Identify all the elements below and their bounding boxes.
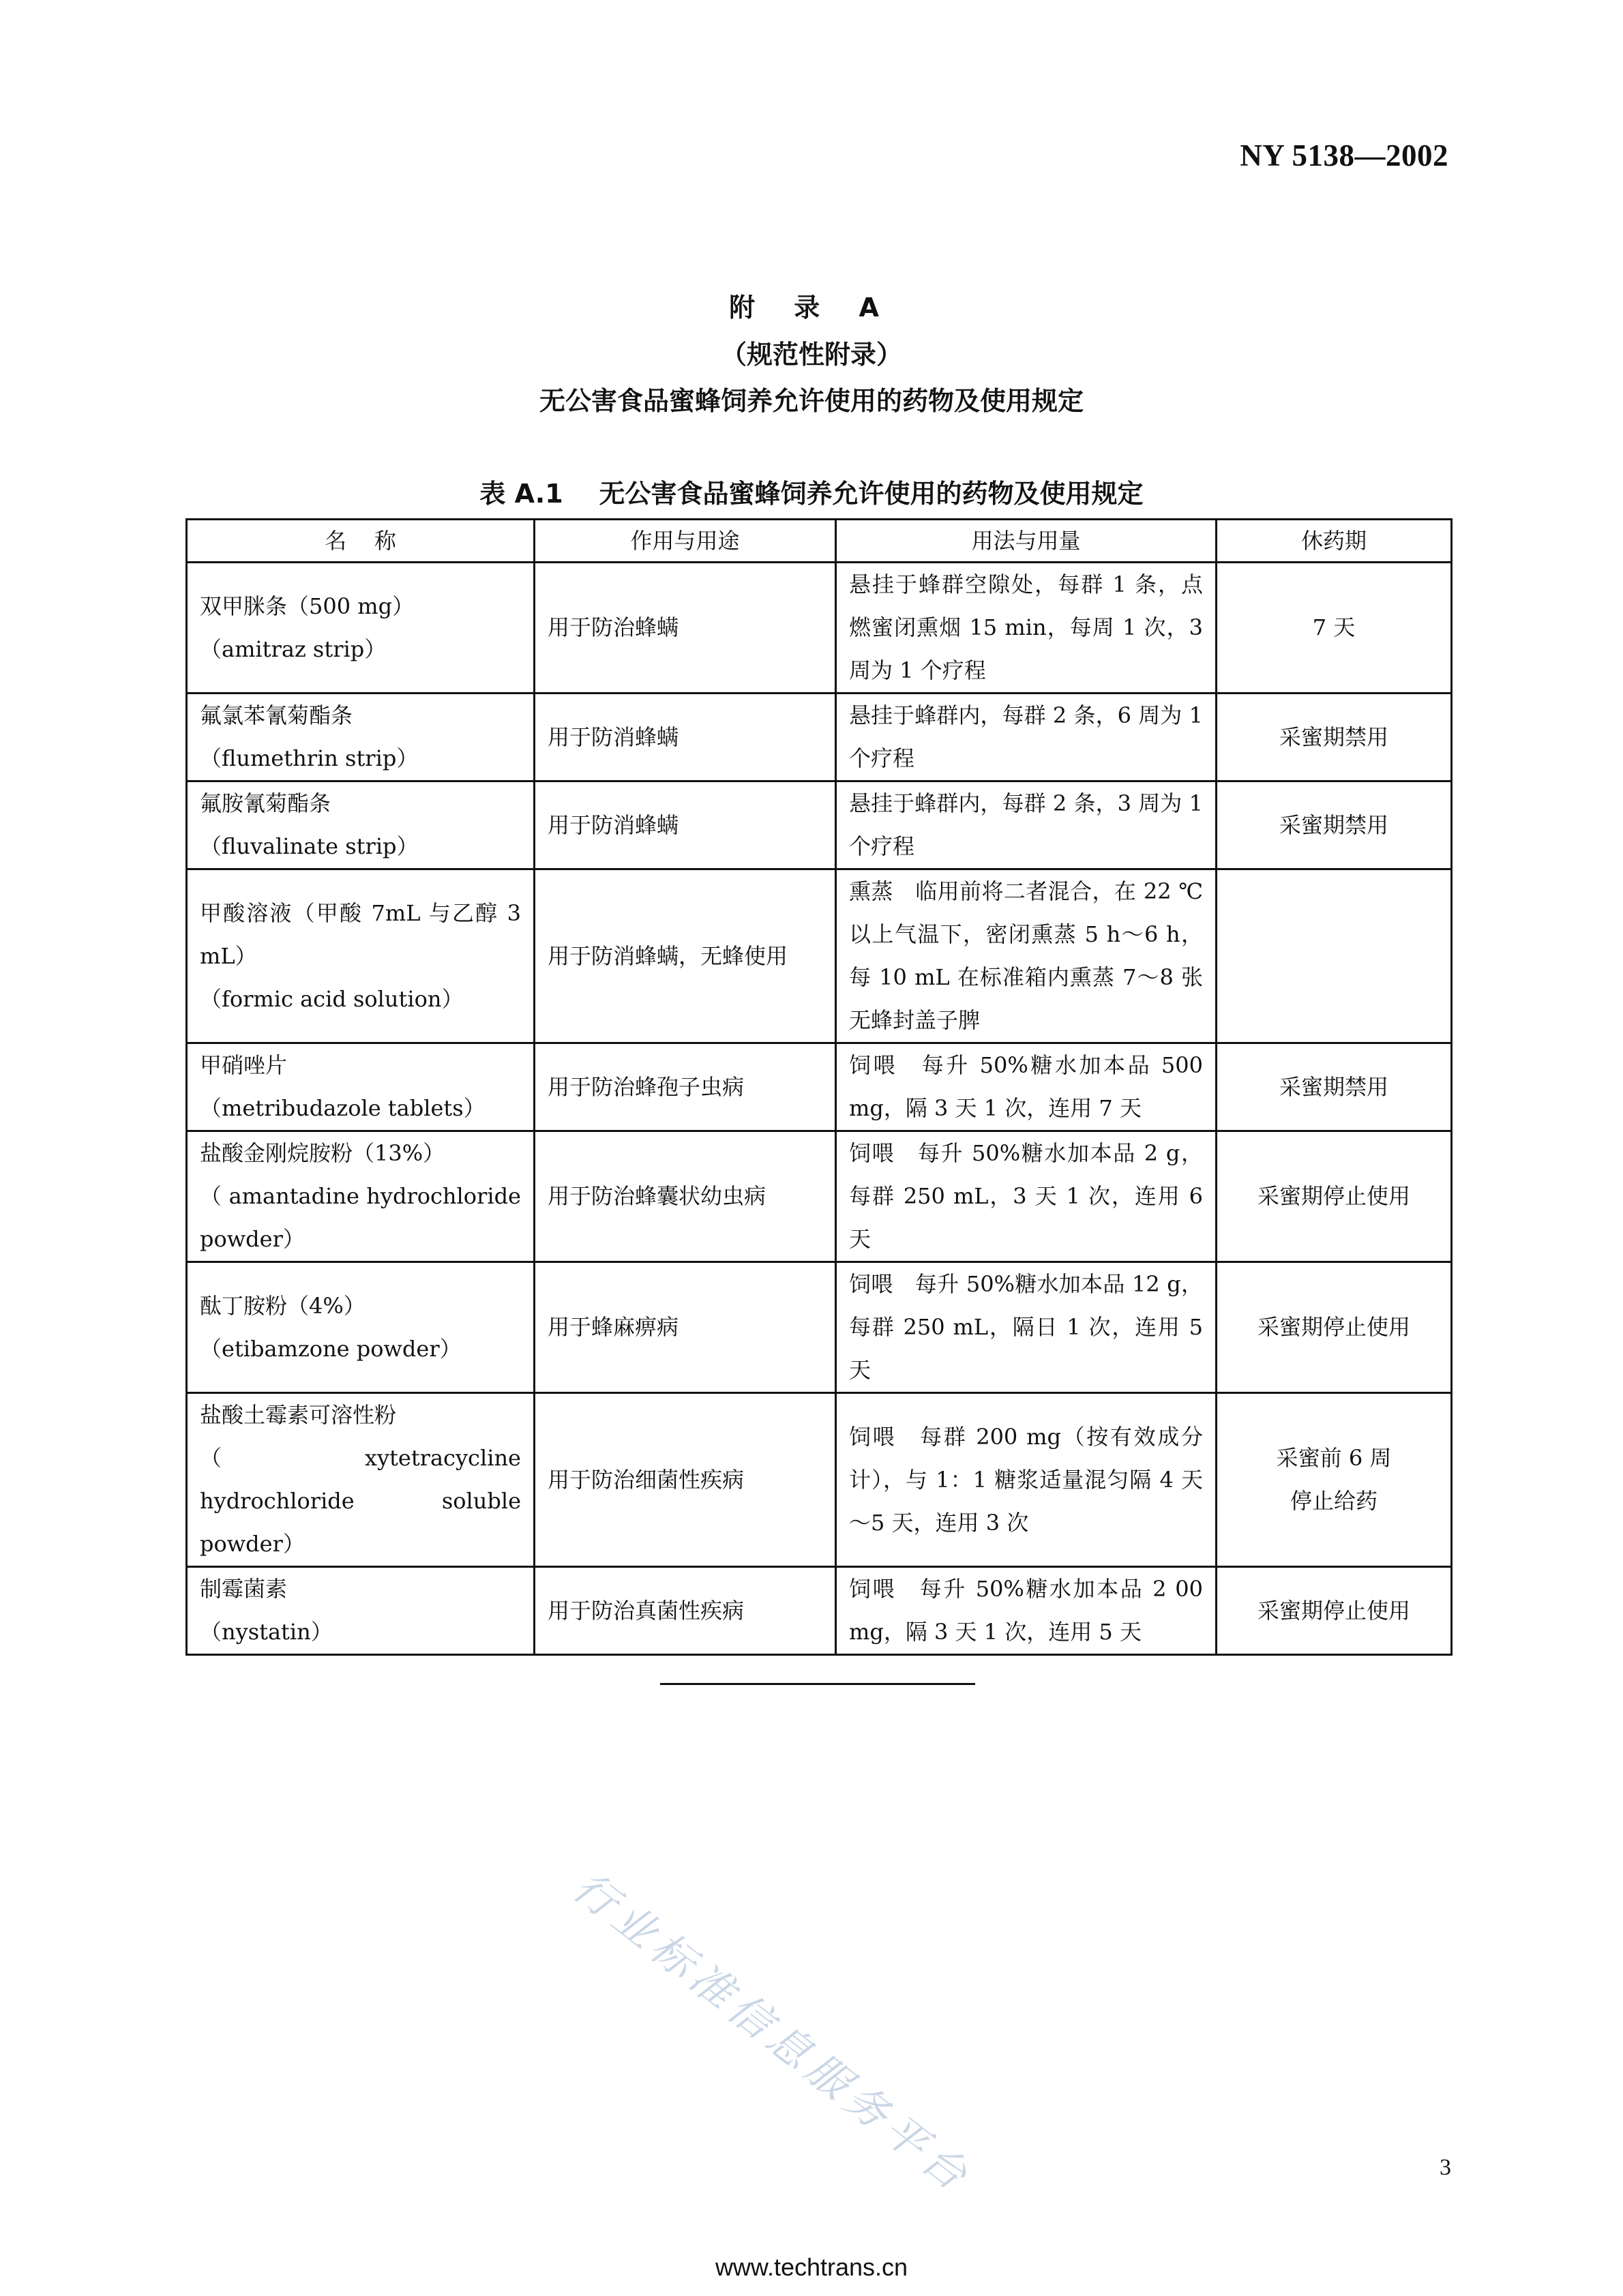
drug-name-en: （nystatin） — [200, 1619, 333, 1645]
drug-name-en: （amitraz strip） — [200, 636, 387, 662]
withdrawal-line: 7 天 — [1312, 614, 1356, 640]
withdrawal-line: 采蜜期禁用 — [1279, 724, 1388, 750]
drug-name: 盐酸金刚烷胺粉（13%） — [200, 1140, 445, 1166]
end-rule — [660, 1683, 975, 1685]
table-row — [187, 694, 1452, 781]
drug-name-cell — [187, 563, 535, 694]
drug-withdrawal — [1217, 1043, 1452, 1131]
drug-name-cell — [187, 1043, 535, 1131]
withdrawal-line: 采蜜期停止使用 — [1257, 1597, 1410, 1624]
drug-use: 用于防治蜂孢子虫病 — [535, 1043, 836, 1131]
drug-name-en: （fluvalinate strip） — [200, 833, 419, 859]
withdrawal-line: 采蜜期禁用 — [1279, 811, 1388, 838]
drug-withdrawal — [1217, 1131, 1452, 1262]
table-row — [187, 1043, 1452, 1131]
withdrawal-line: 采蜜期停止使用 — [1257, 1183, 1410, 1209]
table-row — [187, 563, 1452, 694]
drug-dosage: 饲喂 每升 50%糖水加本品 2 00 mg，隔 3 天 1 次，连用 5 天 — [836, 1567, 1217, 1655]
drug-use: 用于防消蜂螨 — [535, 694, 836, 781]
drug-withdrawal — [1217, 563, 1452, 694]
drug-use: 用于蜂麻痹病 — [535, 1262, 836, 1393]
table-header-row — [187, 520, 1452, 563]
drug-name-cell — [187, 869, 535, 1043]
drug-dosage: 饲喂 每群 200 mg（按有效成分计），与 1：1 糖浆适量混匀隔 4 天～5 天，连用 3 次 — [836, 1393, 1217, 1567]
table-row — [187, 869, 1452, 1043]
withdrawal-line: 采蜜期禁用 — [1279, 1073, 1388, 1100]
footer-url: www.techtrans.cn — [715, 2253, 908, 2281]
table-row — [187, 1262, 1452, 1393]
drug-withdrawal — [1217, 869, 1452, 1043]
withdrawal-line: 停止给药 — [1290, 1488, 1378, 1514]
header-dosage: 用法与用量 — [836, 520, 1217, 563]
header-use: 作用与用途 — [535, 520, 836, 563]
drug-table — [185, 518, 1453, 1656]
page-number: 3 — [1440, 2155, 1451, 2180]
drug-name: 甲硝唑片 — [200, 1052, 288, 1078]
drug-name-en: （metribudazole tablets） — [200, 1095, 486, 1121]
withdrawal-line: 采蜜期停止使用 — [1257, 1314, 1410, 1340]
appendix-type: （规范性附录） — [720, 340, 902, 370]
drug-use: 用于防消蜂螨 — [535, 781, 836, 869]
appendix-title: 无公害食品蜜蜂饲养允许使用的药物及使用规定 — [539, 386, 1084, 416]
drug-name-en: （ amantadine hydrochloride powder） — [200, 1183, 521, 1252]
drug-name: 氟胺氰菊酯条 — [200, 790, 331, 816]
drug-dosage: 饲喂 每升 50%糖水加本品 2 g，每群 250 mL，3 天 1 次，连用 6 天 — [836, 1131, 1217, 1262]
drug-withdrawal — [1217, 1262, 1452, 1393]
drug-dosage: 悬挂于蜂群内，每群 2 条，6 周为 1 个疗程 — [836, 694, 1217, 781]
drug-name-en: （xytetracycline hydrochloride soluble powder） — [200, 1445, 521, 1557]
drug-withdrawal — [1217, 1567, 1452, 1655]
drug-name: 酞丁胺粉（4%） — [200, 1292, 366, 1319]
drug-use: 用于防治真菌性疾病 — [535, 1567, 836, 1655]
drug-name: 制霉菌素 — [200, 1576, 288, 1602]
table-row — [187, 1393, 1452, 1567]
drug-dosage: 饲喂 每升 50%糖水加本品 500 mg，隔 3 天 1 次，连用 7 天 — [836, 1043, 1217, 1131]
drug-use: 用于防治蜂囊状幼虫病 — [535, 1131, 836, 1262]
drug-withdrawal — [1217, 694, 1452, 781]
drug-name-cell — [187, 1393, 535, 1567]
drug-dosage: 饲喂 每升 50%糖水加本品 12 g，每群 250 mL，隔日 1 次，连用 5 天 — [836, 1262, 1217, 1393]
table-row — [187, 781, 1452, 869]
drug-name: 甲酸溶液（甲酸 7mL 与乙醇 3 mL） — [200, 899, 521, 969]
drug-name-cell — [187, 1567, 535, 1655]
appendix-label: 附 录 A — [729, 293, 894, 323]
drug-use: 用于防治细菌性疾病 — [535, 1393, 836, 1567]
drug-name: 氟氯苯氰菊酯条 — [200, 702, 353, 728]
drug-name: 盐酸土霉素可溶性粉 — [200, 1402, 397, 1428]
drug-name-en: （flumethrin strip） — [200, 745, 419, 771]
table-row — [187, 1131, 1452, 1262]
header-name: 名 称 — [187, 520, 535, 563]
table-body — [187, 563, 1452, 1655]
table-caption: 表 A.1 无公害食品蜜蜂饲养允许使用的药物及使用规定 — [479, 479, 1144, 509]
standard-code: NY 5138—2002 — [1240, 138, 1448, 173]
drug-name-en: （formic acid solution） — [200, 985, 464, 1012]
header-withdrawal: 休药期 — [1217, 520, 1452, 563]
table-row — [187, 1567, 1452, 1655]
drug-name-cell — [187, 781, 535, 869]
drug-name-cell — [187, 1262, 535, 1393]
drug-use: 用于防消蜂螨，无蜂使用 — [535, 869, 836, 1043]
watermark: 行业标准信息服务平台 — [564, 1862, 982, 2204]
drug-name-cell — [187, 694, 535, 781]
drug-name-cell — [187, 1131, 535, 1262]
drug-name-en: （etibamzone powder） — [200, 1335, 462, 1362]
drug-name: 双甲脒条（500 mg） — [200, 593, 415, 619]
drug-withdrawal — [1217, 1393, 1452, 1567]
drug-use: 用于防治蜂螨 — [535, 563, 836, 694]
drug-dosage: 悬挂于蜂群空隙处，每群 1 条，点燃蜜闭熏烟 15 min，每周 1 次，3 周为 1 个疗程 — [836, 563, 1217, 694]
drug-dosage: 悬挂于蜂群内，每群 2 条，3 周为 1 个疗程 — [836, 781, 1217, 869]
drug-dosage: 熏蒸 临用前将二者混合，在 22 ℃以上气温下，密闭熏蒸 5 h～6 h，每 10 mL 在标准箱内熏蒸 7～8 张无蜂封盖子脾 — [836, 869, 1217, 1043]
withdrawal-line: 采蜜前 6 周 — [1276, 1445, 1392, 1471]
drug-withdrawal — [1217, 781, 1452, 869]
